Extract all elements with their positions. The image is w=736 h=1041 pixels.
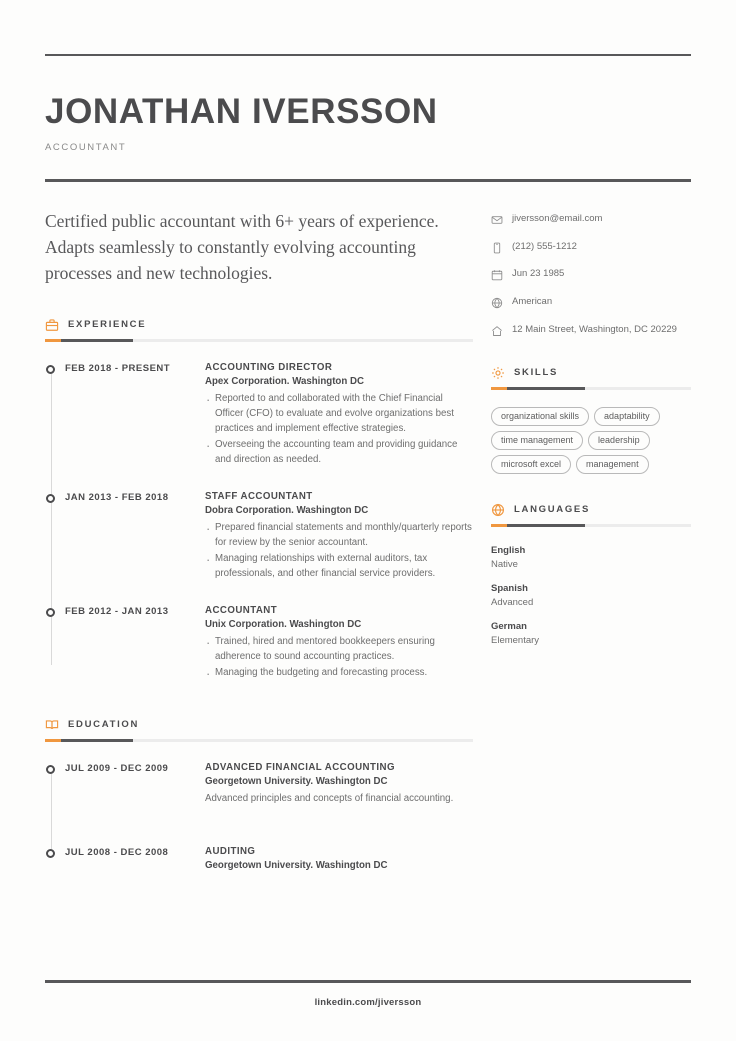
- calendar-icon: [491, 268, 503, 280]
- divider-accent-segment: [45, 339, 61, 342]
- contact-value: Jun 23 1985: [512, 268, 565, 280]
- entry-title: STAFF ACCOUNTANT: [205, 490, 313, 502]
- experience-timeline: [45, 362, 473, 681]
- page-title: JONATHAN IVERSSON: [45, 92, 438, 131]
- divider-light-segment: [585, 387, 691, 390]
- language-name: English: [491, 544, 526, 556]
- timeline-dot: [46, 765, 55, 774]
- entry-organization: Unix Corporation. Washington DC: [205, 618, 362, 630]
- divider-dark-segment: [507, 387, 585, 390]
- footer-rule: [45, 980, 691, 983]
- timeline-dot: [46, 608, 55, 617]
- language-level: Native: [491, 558, 518, 570]
- list-item: · Prepared financial statements and monthly/quarterly reports for review by the senior accountant.: [205, 520, 473, 550]
- entry-date: JUL 2009 - DEC 2009: [65, 762, 169, 774]
- section-title-experience: EXPERIENCE: [68, 319, 147, 330]
- section-divider-experience: [45, 339, 473, 342]
- timeline-dot: [46, 849, 55, 858]
- entry-date: JUL 2008 - DEC 2008: [65, 846, 169, 858]
- section-title-skills: SKILLS: [514, 367, 558, 379]
- section-header-education: [45, 717, 473, 733]
- skill-tag: microsoft excel: [491, 455, 571, 474]
- experience-entry: [45, 491, 473, 582]
- summary-text: Certified public accountant with 6+ years of experience. Adapts seamlessly to constantly evolving accounting processes and new technologies.: [45, 210, 439, 284]
- section-divider-education: [45, 739, 473, 742]
- list-item: · Managing the budgeting and forecasting process.: [205, 665, 473, 680]
- divider-light-segment: [133, 739, 473, 742]
- section-title-education: EDUCATION: [68, 719, 140, 731]
- language-item: [491, 545, 691, 570]
- language-name: Spanish: [491, 582, 528, 594]
- entry-body: [205, 362, 473, 468]
- entry-body: [205, 762, 473, 806]
- language-item: [491, 583, 691, 608]
- entry-date: JAN 2013 - FEB 2018: [65, 491, 169, 503]
- sidebar-column: [491, 208, 691, 871]
- contact-address: [491, 323, 691, 337]
- globe-icon: [491, 503, 505, 517]
- education-entry: [45, 762, 473, 806]
- footer: [45, 980, 691, 1008]
- section-education: [45, 717, 473, 871]
- divider-light-segment: [585, 524, 691, 527]
- main-column: [45, 208, 473, 871]
- entry-date: FEB 2012 - JAN 2013: [65, 605, 169, 617]
- divider-accent-segment: [491, 387, 507, 390]
- divider-accent-segment: [491, 524, 507, 527]
- header-top-rule: [45, 54, 691, 56]
- entry-title: ACCOUNTING DIRECTOR: [205, 361, 333, 373]
- entry-body: [205, 491, 473, 582]
- header-role: ACCOUNTANT: [45, 141, 127, 153]
- section-skills: [491, 365, 691, 474]
- header-bottom-rule: [45, 179, 691, 182]
- language-level: Elementary: [491, 634, 540, 646]
- entry-organization: Dobra Corporation. Washington DC: [205, 504, 369, 516]
- skill-tag: time management: [491, 431, 583, 450]
- timeline-dot: [46, 365, 55, 374]
- language-level: Advanced: [491, 596, 534, 608]
- education-timeline: [45, 762, 473, 871]
- entry-organization: Georgetown University. Washington DC: [205, 775, 388, 787]
- entry-bullets: [205, 634, 473, 680]
- entry-title: ACCOUNTANT: [205, 604, 278, 616]
- entry-bullets: [205, 520, 473, 581]
- section-header-experience: [45, 317, 473, 333]
- divider-accent-segment: [45, 739, 61, 742]
- skill-tag: organizational skills: [491, 407, 589, 426]
- divider-light-segment: [133, 339, 473, 342]
- list-item: · Trained, hired and mentored bookkeepers ensuring adherence to sound accounting practices.: [205, 634, 473, 664]
- entry-bullets: [205, 391, 473, 467]
- phone-icon: [491, 241, 503, 253]
- entry-title: AUDITING: [205, 845, 256, 857]
- language-item: [491, 621, 691, 646]
- contact-list: [491, 212, 691, 337]
- globe-icon: [491, 296, 503, 308]
- entry-date: FEB 2018 - PRESENT: [65, 362, 171, 374]
- envelope-icon: [491, 213, 503, 225]
- entry-body: [205, 846, 473, 871]
- languages-list: [491, 545, 691, 646]
- divider-dark-segment: [507, 524, 585, 527]
- entry-organization: Apex Corporation. Washington DC: [205, 375, 364, 387]
- footer-link[interactable]: linkedin.com/jiversson: [314, 997, 422, 1008]
- section-header-skills: [491, 365, 691, 381]
- contact-phone: [491, 240, 691, 254]
- home-icon: [491, 324, 503, 336]
- section-divider-languages: [491, 524, 691, 527]
- list-item: · Managing relationships with external auditors, tax professionals, and other financial service providers.: [205, 551, 473, 581]
- book-icon: [45, 718, 59, 732]
- experience-entry: [45, 605, 473, 681]
- entry-body: [205, 605, 473, 681]
- divider-dark-segment: [61, 739, 133, 742]
- contact-birthdate: [491, 267, 691, 281]
- contact-value: 12 Main Street, Washington, DC 20229: [512, 323, 677, 335]
- education-entry: [45, 846, 473, 871]
- skill-tag: adaptability: [594, 407, 660, 426]
- language-name: German: [491, 620, 527, 632]
- contact-value: American: [512, 296, 553, 308]
- skills-list: [491, 407, 691, 474]
- entry-description: Advanced principles and concepts of financial accounting.: [205, 792, 454, 804]
- list-item: · Reported to and collaborated with the Chief Financial Officer (CFO) to evaluate and evolve organizations best practices and implement effective strategies.: [205, 391, 473, 436]
- section-divider-skills: [491, 387, 691, 390]
- section-languages: [491, 502, 691, 646]
- section-title-languages: LANGUAGES: [514, 504, 590, 516]
- entry-organization: Georgetown University. Washington DC: [205, 859, 388, 871]
- gear-icon: [491, 366, 505, 380]
- divider-dark-segment: [61, 339, 133, 342]
- section-experience: [45, 317, 473, 681]
- contact-nationality: [491, 295, 691, 309]
- contact-value: jiversson@email.com: [512, 212, 603, 224]
- contact-email: [491, 212, 691, 226]
- briefcase-icon: [45, 318, 59, 332]
- skill-tag: management: [576, 455, 649, 474]
- content-columns: [45, 208, 691, 871]
- contact-value: (212) 555-1212: [512, 240, 577, 252]
- timeline-dot: [46, 494, 55, 503]
- entry-title: ADVANCED FINANCIAL ACCOUNTING: [205, 761, 395, 773]
- section-header-languages: [491, 502, 691, 518]
- experience-entry: [45, 362, 473, 468]
- skill-tag: leadership: [588, 431, 650, 450]
- list-item: · Overseeing the accounting team and providing guidance and direction as needed.: [205, 437, 473, 467]
